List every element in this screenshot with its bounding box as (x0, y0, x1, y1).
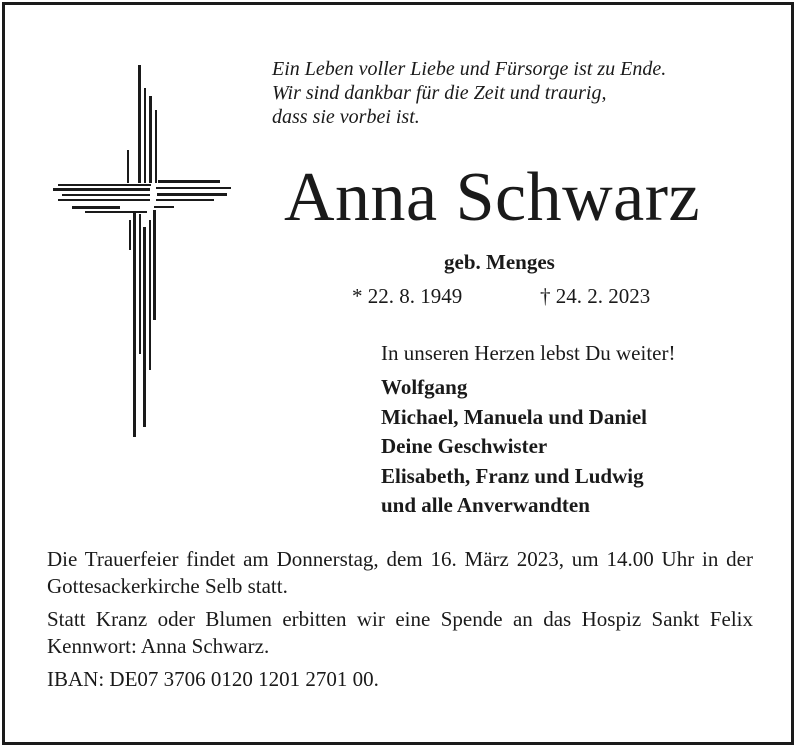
mourner-entry: Michael, Manuela und Daniel (381, 404, 648, 429)
motto-line: Wir sind dankbar für die Zeit und traurig, (272, 82, 607, 104)
motto-line: Ein Leben voller Liebe und Fürsorge ist zu Ende. (272, 58, 667, 80)
mourner-entry: und alle Anverwandten (381, 493, 590, 517)
ceremony-notice: Die Trauerfeier findet am Donnerstag, dem 16. März 2023, um 14.00 Uhr in der Gottesackerkirche Selb statt. (47, 547, 753, 598)
deceased-name: Anna Schwarz (284, 159, 701, 236)
motto-line: dass sie vorbei ist. (272, 106, 420, 128)
remembrance-line: In unseren Herzen lebst Du weiter! (381, 341, 676, 365)
mourner-entry: Deine Geschwister (381, 434, 548, 458)
maiden-name: geb. Menges (444, 250, 555, 274)
death-date: † 24. 2. 2023 (540, 284, 651, 308)
mourner-entry: Elisabeth, Franz und Ludwig (381, 463, 644, 488)
birth-date: * 22. 8. 1949 (352, 284, 463, 308)
iban-line: IBAN: DE07 3706 0120 1201 2701 00. (47, 667, 379, 691)
mourners-list (381, 373, 647, 521)
cross-icon (50, 60, 235, 445)
motto-verse (272, 57, 666, 129)
mourner-entry: Wolfgang (381, 375, 468, 399)
donation-notice: Statt Kranz oder Blumen erbitten wir eine Spende an das Hospiz Sankt Felix Kennwort: Anna Schwarz. (47, 607, 753, 658)
